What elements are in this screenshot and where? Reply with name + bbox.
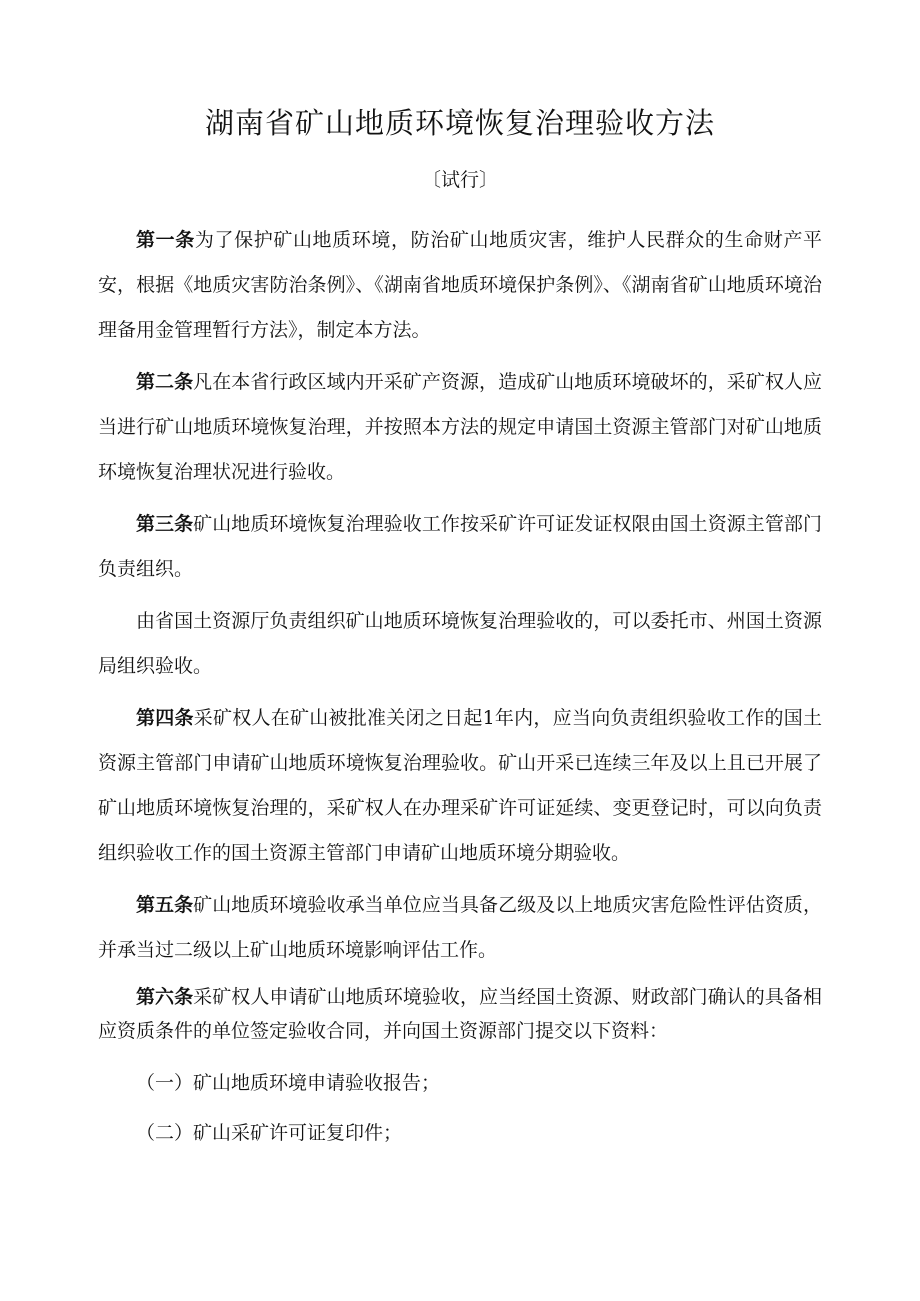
article-number: 第三条 <box>136 513 194 535</box>
article-text: 为了保护矿山地质环境，防治矿山地质灾害，维护人民群众的生命财产平安，根据《地质灾害防治条例》、《湖南省地质环境保护条例》、《湖南省矿山地质环境治理备用金管理暂行方法》，制定本方法。 <box>98 229 822 341</box>
list-item: （一）矿山地质环境申请验收报告； <box>136 1072 441 1094</box>
article-text: 矿山地质环境恢复治理验收工作按采矿许可证发证权限由国土资源主管部门负责组织。 <box>98 513 822 580</box>
article-paragraph <box>98 599 822 689</box>
article-number: 第一条 <box>136 229 195 251</box>
article-paragraph <box>98 218 822 353</box>
article-paragraph <box>98 980 822 1048</box>
article-number: 第五条 <box>136 894 194 916</box>
article-paragraph <box>98 883 822 973</box>
list-item: （二）矿山采矿许可证复印件； <box>136 1122 403 1144</box>
article-text: 由省国土资源厅负责组织矿山地质环境恢复治理验收的，可以委托市、州国土资源局组织验收。 <box>98 610 822 677</box>
document-subtitle: 〔试行〕 <box>421 169 498 191</box>
article-number: 第二条 <box>136 371 194 393</box>
article-text: 凡在本省行政区域内开采矿产资源，造成矿山地质环境破坏的，采矿权人应当进行矿山地质环境恢复治理，并按照本方法的规定申请国土资源主管部门对矿山地质环境恢复治理状况进行验收。 <box>98 371 822 483</box>
article-paragraph <box>98 502 822 592</box>
article-number: 第四条 <box>136 707 194 729</box>
article-text: 采矿权人在矿山被批准关闭之日起1年内，应当向负责组织验收工作的国土资源主管部门申请矿山地质环境恢复治理验收。矿山开采已连续三年及以上且已开展了矿山地质环境恢复治理的，采矿权人在办理采矿许可证延续、变更登记时，可以向负责组织验收工作的国土资源主管部门申请矿山地质环境分期验收。 <box>98 707 822 864</box>
document-body <box>98 218 822 1158</box>
article-number: 第六条 <box>136 986 194 1008</box>
document-title: 湖南省矿山地质环境恢复治理验收方法 <box>204 106 715 140</box>
article-text: 矿山地质环境验收承当单位应当具备乙级及以上地质灾害危险性评估资质，并承当过二级以上矿山地质环境影响评估工作。 <box>98 894 822 961</box>
article-paragraph <box>98 696 822 876</box>
article-paragraph <box>98 360 822 495</box>
article-text: 采矿权人申请矿山地质环境验收，应当经国土资源、财政部门确认的具备相应资质条件的单位签定验收合同，并向国土资源部门提交以下资料： <box>98 986 822 1042</box>
